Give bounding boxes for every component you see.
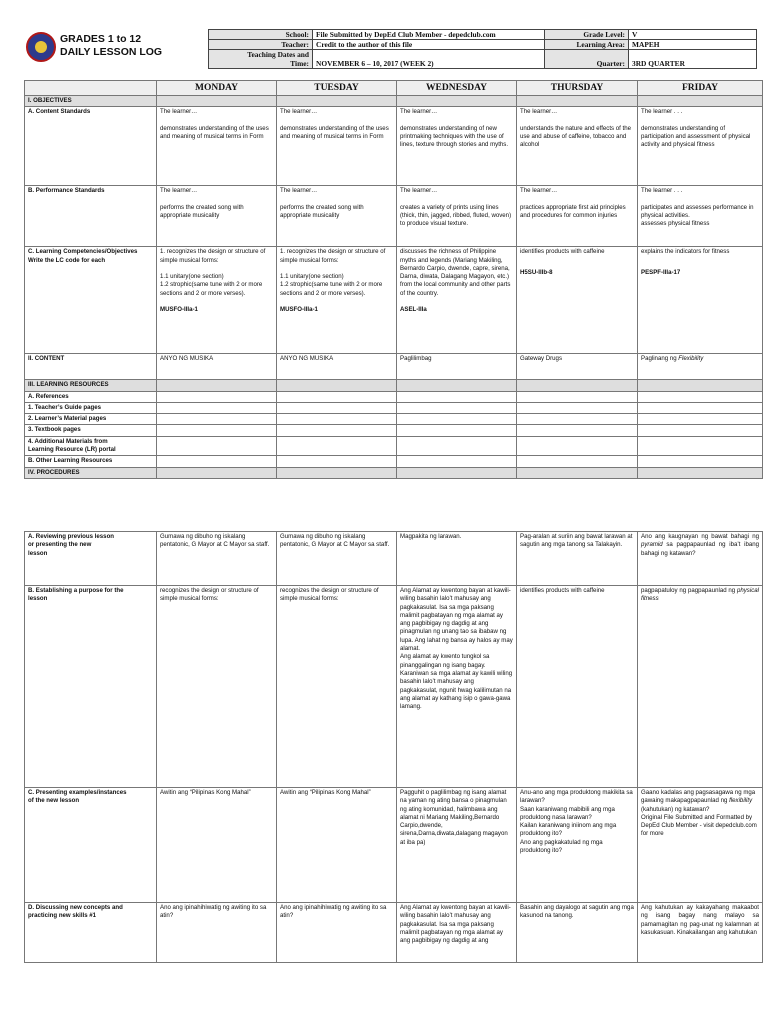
performance-standards-label: B. Performance Standards xyxy=(25,186,157,247)
procedure-a-row xyxy=(25,532,763,586)
dates-label xyxy=(209,50,313,69)
area-value: MAPEH xyxy=(629,40,757,50)
procedure-c-friday-tail: (kahutukan) ng katawan? Original File Submitted and Formatted by DepEd Club Member - visit depedclub.com for more xyxy=(641,805,757,838)
procedure-d-label: D. Discussing new concepts and practicing new skills #1 xyxy=(25,903,157,963)
procedure-a-label: A. Reviewing previous lesson or presenting the new lesson xyxy=(25,532,157,586)
procedure-a-friday xyxy=(638,532,763,586)
grade-value: V xyxy=(629,30,757,40)
procedure-c-label: C. Presenting examples/instances of the new lesson xyxy=(25,788,157,903)
competencies-tuesday-text: 1. recognizes the design or structure of simple musical forms: 1.1 unitary(one section) 1.2 strophic(same tune with 2 or more sections and 2 or more verses). xyxy=(280,248,386,297)
textbook-row xyxy=(25,425,763,436)
content-standards-monday: The learner… demonstrates understanding of the uses and meaning of musical terms in Form xyxy=(157,107,277,186)
competencies-monday xyxy=(157,247,277,354)
content-standards-wednesday: The learner… demonstrates understanding of new printmaking techniques with the use of lines, texture through stories and myths. xyxy=(397,107,517,186)
content-friday-text: Paglinang ng xyxy=(641,355,679,363)
content-thursday: Gateway Drugs xyxy=(517,354,638,380)
procedure-a-friday-italic: pyramid xyxy=(641,541,663,549)
teachers-guide-row xyxy=(25,402,763,413)
competencies-monday-code: MUSFO-IIIa-1 xyxy=(160,306,198,314)
dates-label-line2: Time: xyxy=(290,59,309,68)
procedure-b-row xyxy=(25,586,763,788)
learners-material-row xyxy=(25,414,763,425)
area-label: Learning Area: xyxy=(545,40,629,50)
day-monday: MONDAY xyxy=(157,81,277,96)
objectives-table xyxy=(24,80,763,479)
lr-portal-label: 4. Additional Materials from Learning Resource (LR) portal xyxy=(25,436,157,456)
document-title xyxy=(60,33,162,59)
competencies-thursday-code: H5SU-IIIb-8 xyxy=(520,268,553,276)
competencies-wednesday-code: ASEL-IIIa xyxy=(400,306,427,314)
procedure-b-friday-italic: physical fitness xyxy=(641,587,759,603)
competencies-friday-code: PESPF-IIIa-17 xyxy=(641,268,681,276)
other-resources-label: B. Other Learning Resources xyxy=(25,456,157,467)
day-header-row xyxy=(25,81,763,96)
day-thursday: THURSDAY xyxy=(517,81,638,96)
procedure-b-label: B. Establishing a purpose for the lesson xyxy=(25,586,157,788)
teachers-guide-label: 1. Teacher’s Guide pages xyxy=(25,402,157,413)
procedure-b-monday: recognizes the design or structure of simple musical forms: xyxy=(157,586,277,788)
competencies-friday xyxy=(638,247,763,354)
content-friday xyxy=(638,354,763,380)
title-line-2: DAILY LESSON LOG xyxy=(60,46,163,58)
objectives-label: I. OBJECTIVES xyxy=(25,96,157,107)
procedures-table xyxy=(24,531,763,963)
procedure-a-thursday: Pag-aralan at suriin ang bawat larawan at sagutin ang mga tanong sa Talakayin. xyxy=(517,532,638,586)
content-wednesday: Paglilimbag xyxy=(397,354,517,380)
corner-cell xyxy=(25,81,157,96)
grade-label: Grade Level: xyxy=(545,30,629,40)
competencies-friday-text: explains the indicators for fitness xyxy=(641,248,730,256)
content-monday: ANYO NG MUSIKA xyxy=(157,354,277,380)
content-standards-thursday: The learner… understands the nature and effects of the use and abuse of caffeine, tobacco and alcohol xyxy=(517,107,638,186)
school-value: File Submitted by DepEd Club Member - depedclub.com xyxy=(313,30,545,40)
school-label: School: xyxy=(209,30,313,40)
procedure-c-monday: Awitin ang “Pilipinas Kong Mahal” xyxy=(157,788,277,903)
content-row xyxy=(25,354,763,380)
dates-label-line1: Teaching Dates and xyxy=(247,50,309,59)
procedure-c-wednesday: Pagguhit o paglilimbag ng isang alamat na yaman ng ating bansa o pinagmulan ng ating komunidad, halimbawa ang alamat ni Mariang Makiling,Bernardo Carpio,dwende, sirena,Darna,diwata,dalagang magayon at iba pa) xyxy=(397,788,517,903)
performance-standards-row xyxy=(25,186,763,247)
procedure-d-thursday: Basahin ang dayalogo at sagutin ang mga kasunod na tanong. xyxy=(517,903,638,963)
learning-resources-row xyxy=(25,380,763,391)
header-info-table xyxy=(208,29,757,69)
competencies-row xyxy=(25,247,763,354)
procedure-c-row xyxy=(25,788,763,903)
procedure-a-wednesday: Magpakita ng larawan. xyxy=(397,532,517,586)
deped-seal-icon xyxy=(26,32,56,62)
procedure-d-row xyxy=(25,903,763,963)
procedure-b-tuesday: recognizes the design or structure of simple musical forms: xyxy=(277,586,397,788)
competencies-wednesday xyxy=(397,247,517,354)
competencies-tuesday-code: MUSFO-IIIa-1 xyxy=(280,306,318,314)
quarter-value: 3RD QUARTER xyxy=(629,50,757,69)
performance-standards-tuesday: The learner… performs the created song with appropriate musicality xyxy=(277,186,397,247)
day-friday: FRIDAY xyxy=(638,81,763,96)
dates-value: NOVEMBER 6 – 10, 2017 (WEEK 2) xyxy=(313,50,545,69)
content-standards-tuesday: The learner… demonstrates understanding of the uses and meaning of musical terms in Form xyxy=(277,107,397,186)
procedure-c-friday-text: Gaano kadalas ang pagsasagawa ng mga gawaing makapagpapaunlad ng xyxy=(641,789,756,805)
content-friday-italic: Flexibility xyxy=(678,355,704,363)
lr-portal-row xyxy=(25,436,763,456)
references-row xyxy=(25,391,763,402)
competencies-thursday xyxy=(517,247,638,354)
procedure-a-friday-text: Ano ang kaugnayan ng bawat bahagi ng xyxy=(641,533,759,540)
procedure-a-tuesday: Gumawa ng dibuho ng iskalang pentatonic, G Mayor at C Mayor sa staff. xyxy=(277,532,397,586)
procedure-b-wednesday: Ang Alamat ay kwentong bayan at kawili- wiling basahin lalo’t mahusay ang pagkakasulat. Isa sa mga paksang malimit pagbatayan ng mga alamat ay ang pagbibigay ng dagdig at ang pinagmulan ng unang tao sa ibabaw ng lupa. Ang lahat ng bansa ay halos ay may alamat. Ang alamat ay kwento tungkol sa pinanggalingan ng isang bagay. Karaniwan sa mga alamat ay kawili wiling basahin lalo’t mahusay ang pagkakasulat, ngunit hwag kalilimutan na ang alamat ay kathang isip o gawa-gawa lamang. xyxy=(397,586,517,788)
procedure-b-thursday: identifies products with caffeine xyxy=(517,586,638,788)
competencies-label: C. Learning Competencies/Objectives Write the LC code for each xyxy=(25,247,157,354)
learners-material-label: 2. Learner’s Material pages xyxy=(25,414,157,425)
procedure-c-thursday: Anu-ano ang mga produktong makikita sa larawan? Saan karaniwang mabibili ang mga produktong nasa larawan? Kailan karaniwang iniinom ang mga produktong ito? Ano ang pagkakatulad ng mga produktong ito? xyxy=(517,788,638,903)
day-wednesday: WEDNESDAY xyxy=(397,81,517,96)
competencies-wednesday-text: discusses the richness of Philippine myths and legends (Mariang Makiling, Bernardo Carpio, dwende, capre, sirena, Darna, diwata, Dalagang Magayon, etc.) from the local community and other parts of the country. xyxy=(400,248,511,297)
content-standards-friday: The learner . . . demonstrates understanding of participation and assessment of physical activity and physical fitness xyxy=(638,107,763,186)
procedure-b-friday-text: pagpapatuloy ng pagpapaunlad ng xyxy=(641,587,737,594)
procedure-d-tuesday: Ano ang ipinahihiwatig ng awiting ito sa atin? xyxy=(277,903,397,963)
procedure-c-tuesday: Awitin ang “Pilipinas Kong Mahal” xyxy=(277,788,397,903)
procedure-d-monday: Ano ang ipinahihiwatig ng awiting ito sa atin? xyxy=(157,903,277,963)
day-tuesday: TUESDAY xyxy=(277,81,397,96)
title-line-1: GRADES 1 to 12 xyxy=(60,33,142,45)
procedure-a-monday: Gumawa ng dibuho ng iskalang pentatonic, G Mayor at C Mayor sa staff. xyxy=(157,532,277,586)
content-label: II. CONTENT xyxy=(25,354,157,380)
other-resources-row xyxy=(25,456,763,467)
competencies-tuesday xyxy=(277,247,397,354)
teacher-value: Credit to the author of this file xyxy=(313,40,545,50)
performance-standards-thursday: The learner… practices appropriate first aid principles and procedures for common injuries xyxy=(517,186,638,247)
content-standards-label: A. Content Standards xyxy=(25,107,157,186)
objectives-row xyxy=(25,96,763,107)
quarter-label: Quarter: xyxy=(545,50,629,69)
procedure-c-friday xyxy=(638,788,763,903)
procedure-c-friday-italic: flexibility xyxy=(729,797,753,805)
content-tuesday: ANYO NG MUSIKA xyxy=(277,354,397,380)
performance-standards-monday: The learner… performs the created song with appropriate musicality xyxy=(157,186,277,247)
procedures-label: IV. PROCEDURES xyxy=(25,467,157,478)
procedure-d-wednesday: Ang Alamat ay kwentong bayan at kawili- wiling basahin lalo’t mahusay ang pagkakasulat. Isa sa mga paksang malimit pagbatayan ng mga alamat ay ang pagbibigay ng dagdig at ang xyxy=(397,903,517,963)
procedures-row xyxy=(25,467,763,478)
procedure-b-friday xyxy=(638,586,763,788)
competencies-thursday-text: identifies products with caffeine xyxy=(520,248,605,256)
references-label: A. References xyxy=(25,391,157,402)
content-standards-row xyxy=(25,107,763,186)
teacher-label: Teacher: xyxy=(209,40,313,50)
performance-standards-friday: The learner . . . participates and assesses performance in physical activities. assesses physical fitness xyxy=(638,186,763,247)
textbook-label: 3. Textbook pages xyxy=(25,425,157,436)
procedure-a-friday-tail: sa pagpapaunlad ng iba’t ibang bahagi ng katawan? xyxy=(641,541,759,557)
learning-resources-label: III. LEARNING RESOURCES xyxy=(25,380,157,391)
competencies-monday-text: 1. recognizes the design or structure of simple musical forms: 1.1 unitary(one section) 1.2 strophic(same tune with 2 or more sections and 2 or more verses). xyxy=(160,248,266,297)
performance-standards-wednesday: The learner… creates a variety of prints using lines (thick, thin, jagged, ribbed, fluted, woven) to produce visual texture. xyxy=(397,186,517,247)
procedure-d-friday: Ang kahutukan ay kakayahang makaabot ng isang bagay nang malayo sa pamamagitan ng pag-unat ng kalamnan at kasukasuan. Kinakailangan ang kahutukan xyxy=(638,903,763,963)
